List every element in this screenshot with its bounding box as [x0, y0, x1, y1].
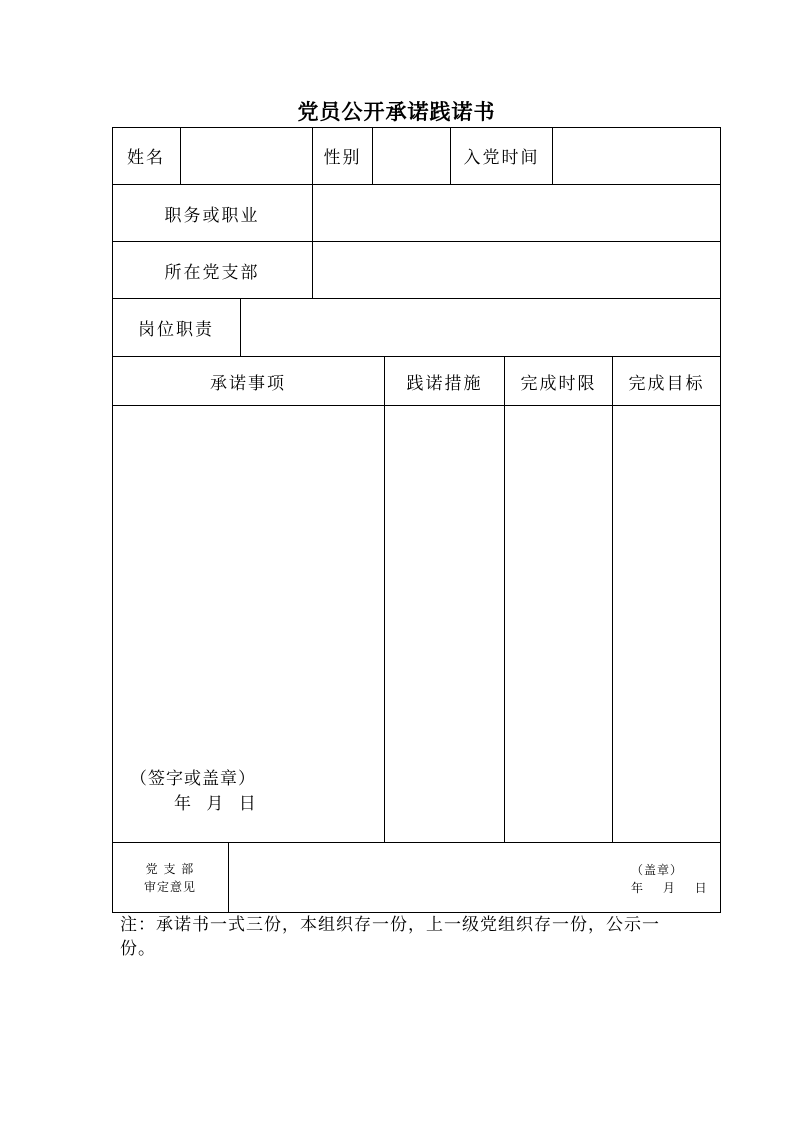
signature-label: （签字或盖章） — [130, 769, 256, 789]
header-goal: 完成目标 — [613, 357, 721, 406]
review-label-line1: 党 支 部 — [145, 861, 195, 876]
header-deadline: 完成时限 — [505, 357, 613, 406]
position-field[interactable] — [313, 185, 721, 242]
signature-block — [130, 767, 258, 817]
duties-field[interactable] — [241, 299, 721, 357]
join-date-label: 入党时间 — [451, 127, 553, 185]
deadline-content[interactable] — [505, 406, 613, 843]
measures-content[interactable] — [385, 406, 505, 843]
branch-field[interactable] — [313, 242, 721, 299]
join-date-field[interactable] — [553, 127, 721, 185]
review-label-line2: 审定意见 — [143, 879, 196, 894]
review-label — [112, 843, 229, 913]
stamp-block — [631, 861, 708, 897]
position-label: 职务或职业 — [112, 185, 313, 242]
name-field[interactable] — [181, 127, 313, 185]
goal-content[interactable] — [613, 406, 721, 843]
document-title: 党员公开承诺践诺书 — [297, 100, 496, 124]
pledge-form — [112, 127, 721, 913]
gender-label: 性别 — [313, 127, 373, 185]
branch-label: 所在党支部 — [112, 242, 313, 299]
signature-date: 年 月 日 — [174, 794, 258, 814]
review-opinion-field[interactable] — [229, 843, 721, 913]
header-commitment: 承诺事项 — [112, 357, 385, 406]
duties-label: 岗位职责 — [112, 299, 241, 357]
name-label: 姓名 — [112, 127, 181, 185]
stamp-date: 年 月 日 — [631, 881, 708, 895]
gender-field[interactable] — [373, 127, 451, 185]
header-measures: 践诺措施 — [385, 357, 505, 406]
footnote: 注：承诺书一式三份，本组织存一份，上一级党组织存一份，公示一份。 — [120, 915, 660, 959]
stamp-label: （盖章） — [631, 863, 684, 877]
